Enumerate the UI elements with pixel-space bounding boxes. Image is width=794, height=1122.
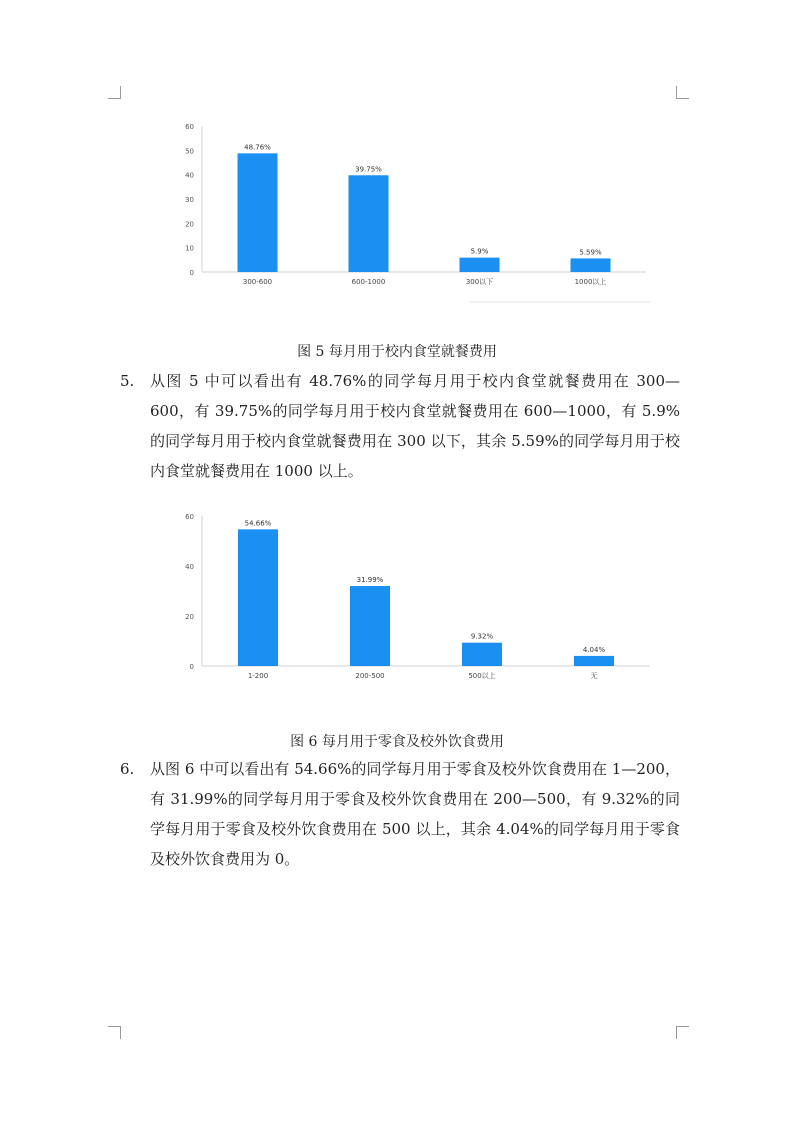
x-category-label: 300-600: [242, 278, 273, 286]
chart-bar: [349, 175, 389, 272]
paragraph-5: [120, 366, 680, 486]
x-category-label: 无: [590, 672, 598, 680]
bar-data-label: 9.32%: [470, 632, 494, 641]
y-tick-label: 20: [185, 613, 194, 621]
chart-canteen-spending-svg: [170, 118, 660, 308]
page-corner-mark-top-left: [108, 86, 121, 99]
bar-data-label: 39.75%: [355, 165, 382, 174]
figure-6-caption: 图 6 每月用于零食及校外饮食费用: [290, 734, 504, 750]
bar-data-label: 5.59%: [579, 248, 602, 257]
bar-data-label: 54.66%: [244, 519, 272, 528]
y-tick-label: 50: [185, 147, 194, 156]
y-tick-label: 30: [185, 196, 194, 204]
page-corner-mark-bottom-left: [108, 1026, 121, 1039]
bar-data-label: 48.76%: [244, 143, 271, 152]
paragraph-6: [120, 754, 680, 874]
chart-canteen-spending: [170, 118, 660, 308]
x-category-label: 1000以上: [574, 278, 607, 286]
bar-data-label: 5.9%: [470, 247, 489, 256]
page-corner-mark-bottom-right: [676, 1026, 689, 1039]
paragraph-6-number: 6.: [120, 760, 135, 778]
y-tick-label: 60: [185, 123, 194, 131]
paragraph-6-text: 从图 6 中可以看出有 54.66%的同学每月用于零食及校外饮食费用在 1—200，有 31.99%的同学每月用于零食及校外饮食费用在 200—500，有 9.32%的同学每月用于零食及校外饮食费用在 500 以上，其余 4.04%的同学每月用于零食及校外饮食费用为 0。: [150, 760, 680, 868]
page-corner-mark-top-right: [676, 86, 689, 99]
y-tick-label: 10: [185, 244, 194, 253]
chart-bar: [460, 258, 500, 272]
y-tick-label: 0: [189, 663, 194, 671]
y-tick-label: 0: [189, 269, 194, 277]
bar-data-label: 4.04%: [582, 645, 606, 654]
y-tick-label: 40: [185, 171, 194, 180]
chart-bar: [571, 258, 611, 272]
x-category-label: 1-200: [247, 672, 269, 680]
figure-5-caption: 图 5 每月用于校内食堂就餐费用: [297, 344, 497, 360]
x-category-label: 600-1000: [351, 278, 386, 286]
chart-bar: [350, 586, 390, 666]
y-tick-label: 20: [185, 220, 194, 229]
bar-data-label: 31.99%: [356, 576, 384, 585]
x-category-label: 300以下: [465, 278, 494, 286]
y-tick-label: 60: [185, 513, 194, 521]
chart-bar: [238, 153, 278, 272]
y-tick-label: 40: [185, 563, 194, 571]
paragraph-5-text: 从图 5 中可以看出有 48.76%的同学每月用于校内食堂就餐费用在 300—600，有 39.75%的同学每月用于校内食堂就餐费用在 600—1000，有 5.9%的同学每月用于校内食堂就餐费用在 300 以下，其余 5.59%的同学每月用于校内食堂就餐费用在 1000 以上。: [150, 372, 680, 480]
chart-bar: [462, 643, 502, 666]
chart-snack-spending: [170, 508, 660, 688]
paragraph-5-number: 5.: [120, 372, 135, 390]
chart-bar: [238, 529, 278, 666]
x-category-label: 200-500: [355, 672, 385, 680]
x-category-label: 500以上: [468, 672, 496, 680]
chart-snack-spending-svg: [170, 508, 660, 688]
chart-bar: [574, 656, 614, 666]
